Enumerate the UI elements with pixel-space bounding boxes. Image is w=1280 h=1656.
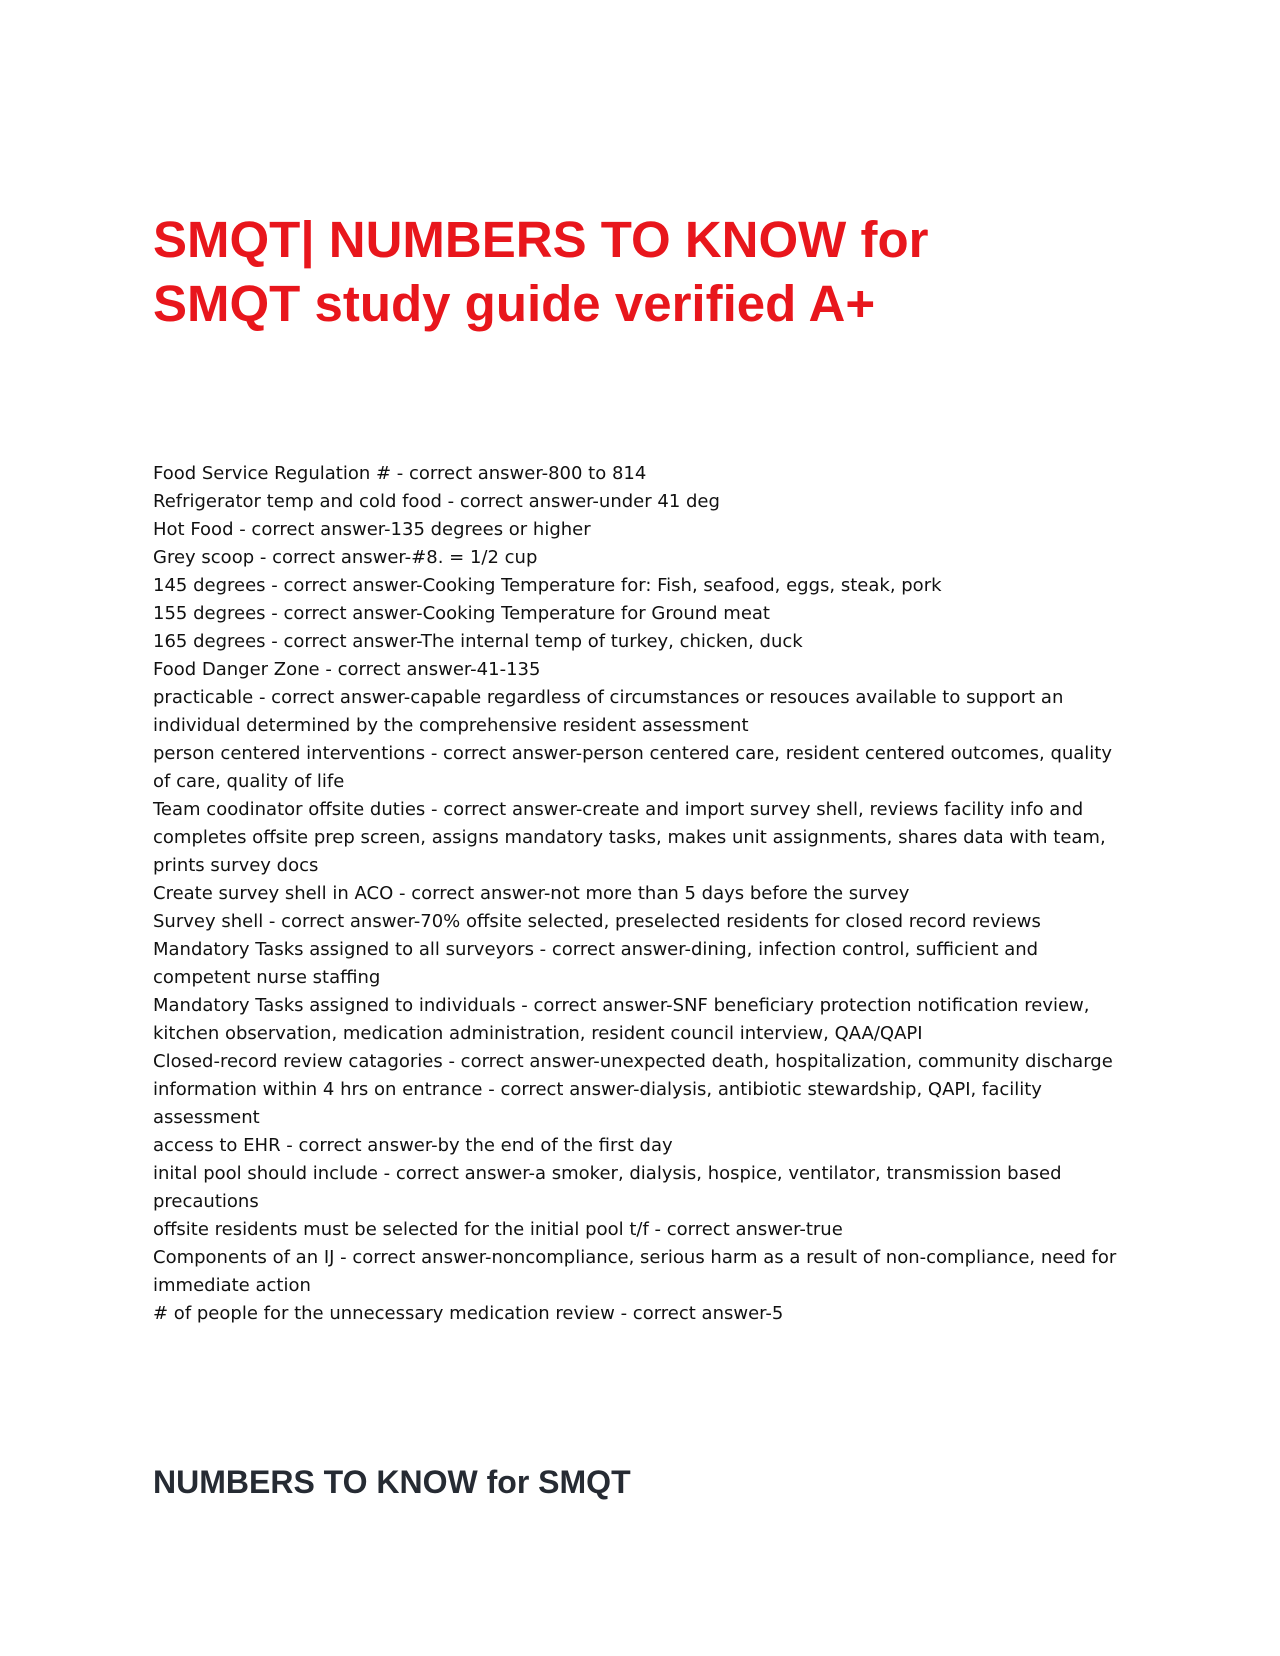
qa-item-create-survey-shell: Create survey shell in ACO - correct answer-not more than 5 days before the survey xyxy=(153,883,910,904)
qa-item-person-centered-interventions: person centered interventions - correct answer-person centered care, resident centered outcomes, quality of care, quality of life xyxy=(153,743,1113,792)
qa-item-refrigerator-temp: Refrigerator temp and cold food - correct answer-under 41 deg xyxy=(153,491,720,512)
qa-item-closed-record-categories: Closed-record review catagories - correct answer-unexpected death, hospitalization, community discharge xyxy=(153,1051,1113,1072)
qa-item-information-within-4-hrs: information within 4 hrs on entrance - correct answer-dialysis, antibiotic stewardship, QAPI, facility assessment xyxy=(153,1079,1042,1128)
qa-list xyxy=(153,460,1128,1328)
qa-item-food-service-regulation: Food Service Regulation # - correct answer-800 to 814 xyxy=(153,463,647,484)
qa-item-access-to-ehr: access to EHR - correct answer-by the end of the first day xyxy=(153,1135,673,1156)
qa-item-grey-scoop: Grey scoop - correct answer-#8. = 1/2 cup xyxy=(153,547,538,568)
qa-item-unnecessary-medication-review: # of people for the unnecessary medication review - correct answer-5 xyxy=(153,1303,784,1324)
document-title-line-2: SMQT study guide verified A+ xyxy=(153,275,876,332)
document-title xyxy=(153,208,1153,336)
qa-item-practicable: practicable - correct answer-capable regardless of circumstances or resouces available to support an individual determined by the comprehensive resident assessment xyxy=(153,687,1064,736)
section-heading: NUMBERS TO KNOW for SMQT xyxy=(153,1464,631,1500)
document-title-line-1: SMQT| NUMBERS TO KNOW for xyxy=(153,211,929,268)
qa-item-145-degrees: 145 degrees - correct answer-Cooking Temperature for: Fish, seafood, eggs, steak, pork xyxy=(153,575,942,596)
qa-item-components-of-ij: Components of an IJ - correct answer-noncompliance, serious harm as a result of non-compliance, need for immediate action xyxy=(153,1247,1117,1296)
qa-item-survey-shell: Survey shell - correct answer-70% offsite selected, preselected residents for closed record reviews xyxy=(153,911,1041,932)
qa-item-initial-pool: inital pool should include - correct answer-a smoker, dialysis, hospice, ventilator, transmission based precautions xyxy=(153,1163,1062,1212)
qa-item-mandatory-tasks-all: Mandatory Tasks assigned to all surveyors - correct answer-dining, infection control, sufficient and competent nurse staffing xyxy=(153,939,1039,988)
qa-item-155-degrees: 155 degrees - correct answer-Cooking Temperature for Ground meat xyxy=(153,603,770,624)
qa-item-team-coordinator-duties: Team coodinator offsite duties - correct answer-create and import survey shell, reviews facility info and completes offsite prep screen, assigns mandatory tasks, makes unit assignments, shares data with team, prints survey docs xyxy=(153,799,1106,876)
qa-item-food-danger-zone: Food Danger Zone - correct answer-41-135 xyxy=(153,659,541,680)
qa-item-165-degrees: 165 degrees - correct answer-The internal temp of turkey, chicken, duck xyxy=(153,631,803,652)
qa-item-hot-food: Hot Food - correct answer-135 degrees or higher xyxy=(153,519,591,540)
qa-item-mandatory-tasks-individuals: Mandatory Tasks assigned to individuals - correct answer-SNF beneficiary protection notification review, kitchen observation, medication administration, resident council interview, QAA/QAPI xyxy=(153,995,1090,1044)
qa-item-offsite-residents: offsite residents must be selected for the initial pool t/f - correct answer-true xyxy=(153,1219,843,1240)
